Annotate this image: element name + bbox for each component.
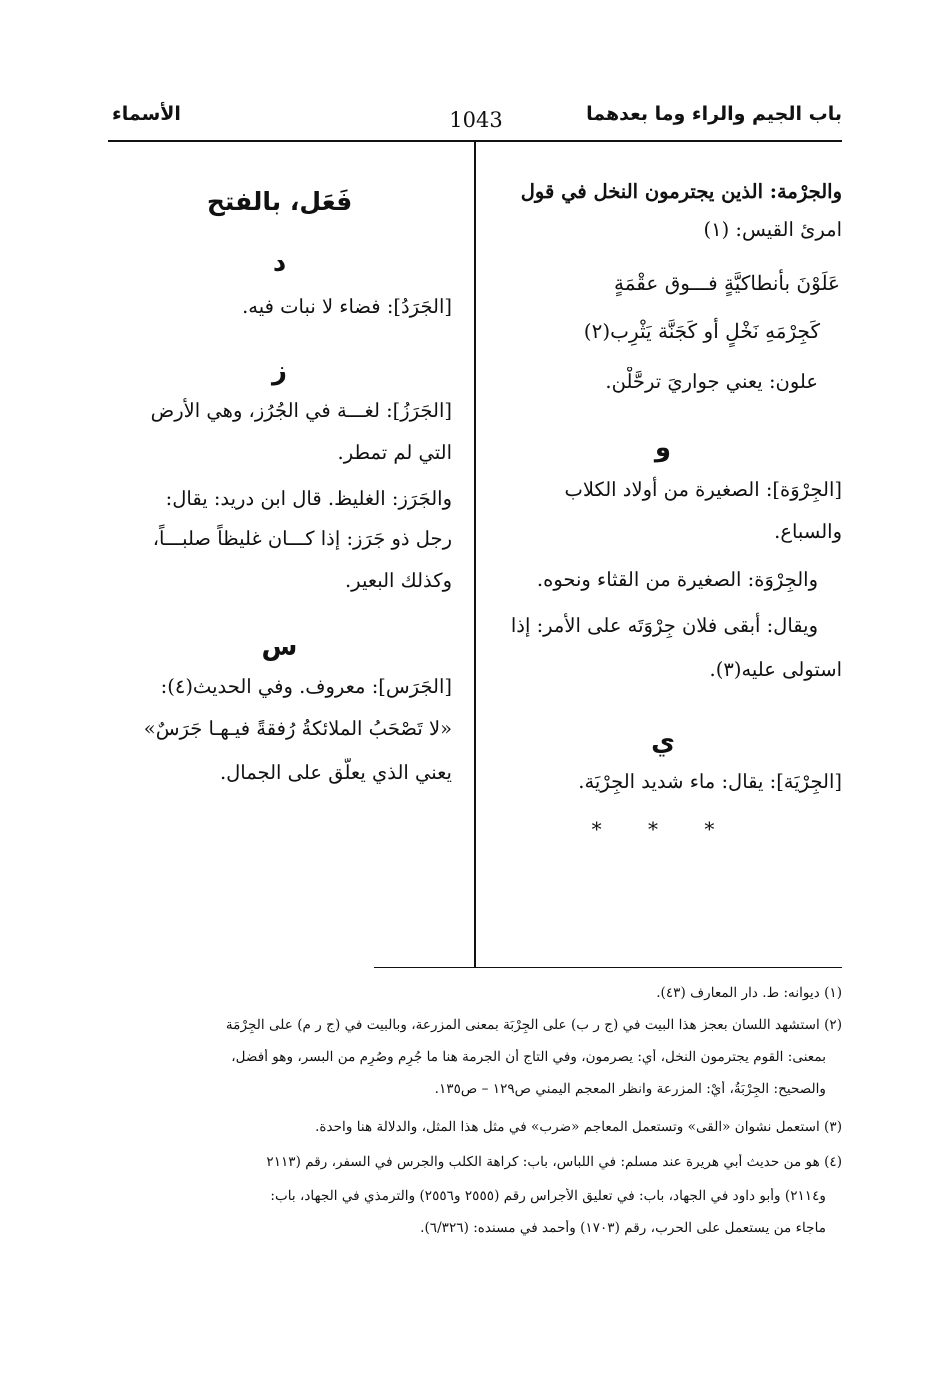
chapter-title: باب الجيم والراء وما بعدهما bbox=[586, 103, 842, 125]
letter-heading-zay: ز bbox=[272, 356, 287, 386]
section-end-stars: * * * bbox=[591, 817, 735, 841]
footnote-2-line2: بمعنى: القوم يجترمون النخل، أي: يصرمون، وفي التاج أن الجرمة هنا ما جُرِم وصُرِم من البسر، وهو أفضل، bbox=[231, 1049, 826, 1065]
letter-heading-sin: س bbox=[261, 632, 298, 662]
entry-jirwa3-line2: استولى عليه(٣). bbox=[709, 658, 842, 681]
footnote-2-line3: والصحيح: الجِرْبَةُ، أيْ: المزرعة وانظر المعجم اليمني ص١٢٩ – ص١٣٥. bbox=[434, 1081, 826, 1097]
entry-jirwa-line1: [الجِرْوَة]: الصغيرة من أولاد الكلاب bbox=[564, 478, 842, 501]
section-header: الأسماء bbox=[112, 103, 181, 125]
headword: والجرْمة: الذين يجترمون النخل في قول bbox=[520, 180, 842, 203]
entry-jaras-line3: يعني الذي يعلَّق على الجمال. bbox=[219, 761, 452, 784]
verse-explanation: علون: يعني جواريَ ترحَّلْن. bbox=[605, 370, 818, 393]
entry-jaraz-line1: [الجَرَزُ]: لغـــة في الجُرُز، وهي الأرض bbox=[150, 399, 452, 422]
entry-jirwa2: والجِرْوَة: الصغيرة من القثاء ونحوه. bbox=[536, 568, 818, 591]
entry-jirwa3-line1: ويقال: أبقى فلان جِرْوَتَه على الأمر: إذا bbox=[510, 614, 818, 637]
entry-jirya: [الجِرْيَة]: يقال: ماء شديد الجِرْيَة. bbox=[578, 770, 842, 793]
letter-heading-waw: و bbox=[654, 433, 672, 463]
footnote-rule bbox=[374, 967, 842, 968]
footnote-4-line1: (٤) هو من حديث أبي هريرة عند مسلم: في اللباس، باب: كراهة الكلب والجرس في السفر، رقم (٢١١٣ bbox=[266, 1154, 842, 1170]
verse-line-1: عَلَوْنَ بأنطاكيَّةٍ فـــوق عقْمَةٍ bbox=[614, 271, 840, 295]
letter-heading-dal: د bbox=[272, 248, 287, 278]
entry-jaraz2-line2: رجل ذو جَرَز: إذا كـــان غليظاً صلبـــاً، bbox=[152, 527, 452, 550]
entry-jaras-line1: [الجَرَس]: معروف. وفي الحديث(٤): bbox=[160, 675, 452, 698]
footnote-4-line2: و٢١١٤) وأبو داود في الجهاد، باب: في تعليق الأجراس رقم (٢٥٥٥ و٢٥٥٦) والترمذي في الجهاد، باب: bbox=[270, 1188, 826, 1204]
entry-jarad: [الجَرَدُ]: فضاء لا نبات فيه. bbox=[242, 295, 452, 318]
entry-jaras-line2: «لا تَصْحَبُ الملائكةُ رُفقةً فيـهـا جَرَسٌ» bbox=[143, 717, 452, 740]
left-column bbox=[107, 165, 452, 788]
entry-jaraz2-line3: وكذلك البعير. bbox=[344, 569, 452, 592]
letter-heading-ya: ي bbox=[651, 727, 675, 757]
footnote-3: (٣) استعمل نشوان «القى» وتستعمل المعاجم «ضرب» في مثل هذا المثل، والدلالة هنا واحدة. bbox=[315, 1119, 842, 1135]
entry-jirma-line1 bbox=[484, 177, 842, 207]
column-divider bbox=[474, 141, 476, 967]
entry-jaraz2-line1: والجَرَز: الغليظ. قال ابن دريد: يقال: bbox=[165, 487, 452, 510]
pattern-title: فَعَل، بالفتح bbox=[206, 187, 353, 216]
page-number: 1043 bbox=[449, 108, 503, 132]
verse-line-2: كَجِرْمَهِ نَخْلٍ أو كَجَنَّة يَثْرِب(٢) bbox=[583, 319, 820, 343]
entry-jaraz-line2: التي لم تمطر. bbox=[337, 441, 452, 464]
right-column bbox=[484, 165, 842, 841]
entry-jirwa-line2: والسباع. bbox=[774, 520, 842, 543]
footnote-4-line3: ماجاء من يستعمل على الحرب، رقم (١٧٠٣) وأحمد في مسنده: (٦/٣٢٦). bbox=[420, 1220, 826, 1236]
entry-jirma-line2: امرئ القيس: (١) bbox=[703, 218, 842, 241]
footnote-1: (١) ديوانه: ط. دار المعارف (٤٣). bbox=[656, 985, 842, 1001]
footnote-2-line1: (٢) استشهد اللسان بعجز هذا البيت في (ج ر ب) على الجِرْبَة بمعنى المزرعة، وبالبيت في (ج ر م) على الجِرْمَة bbox=[225, 1017, 842, 1033]
